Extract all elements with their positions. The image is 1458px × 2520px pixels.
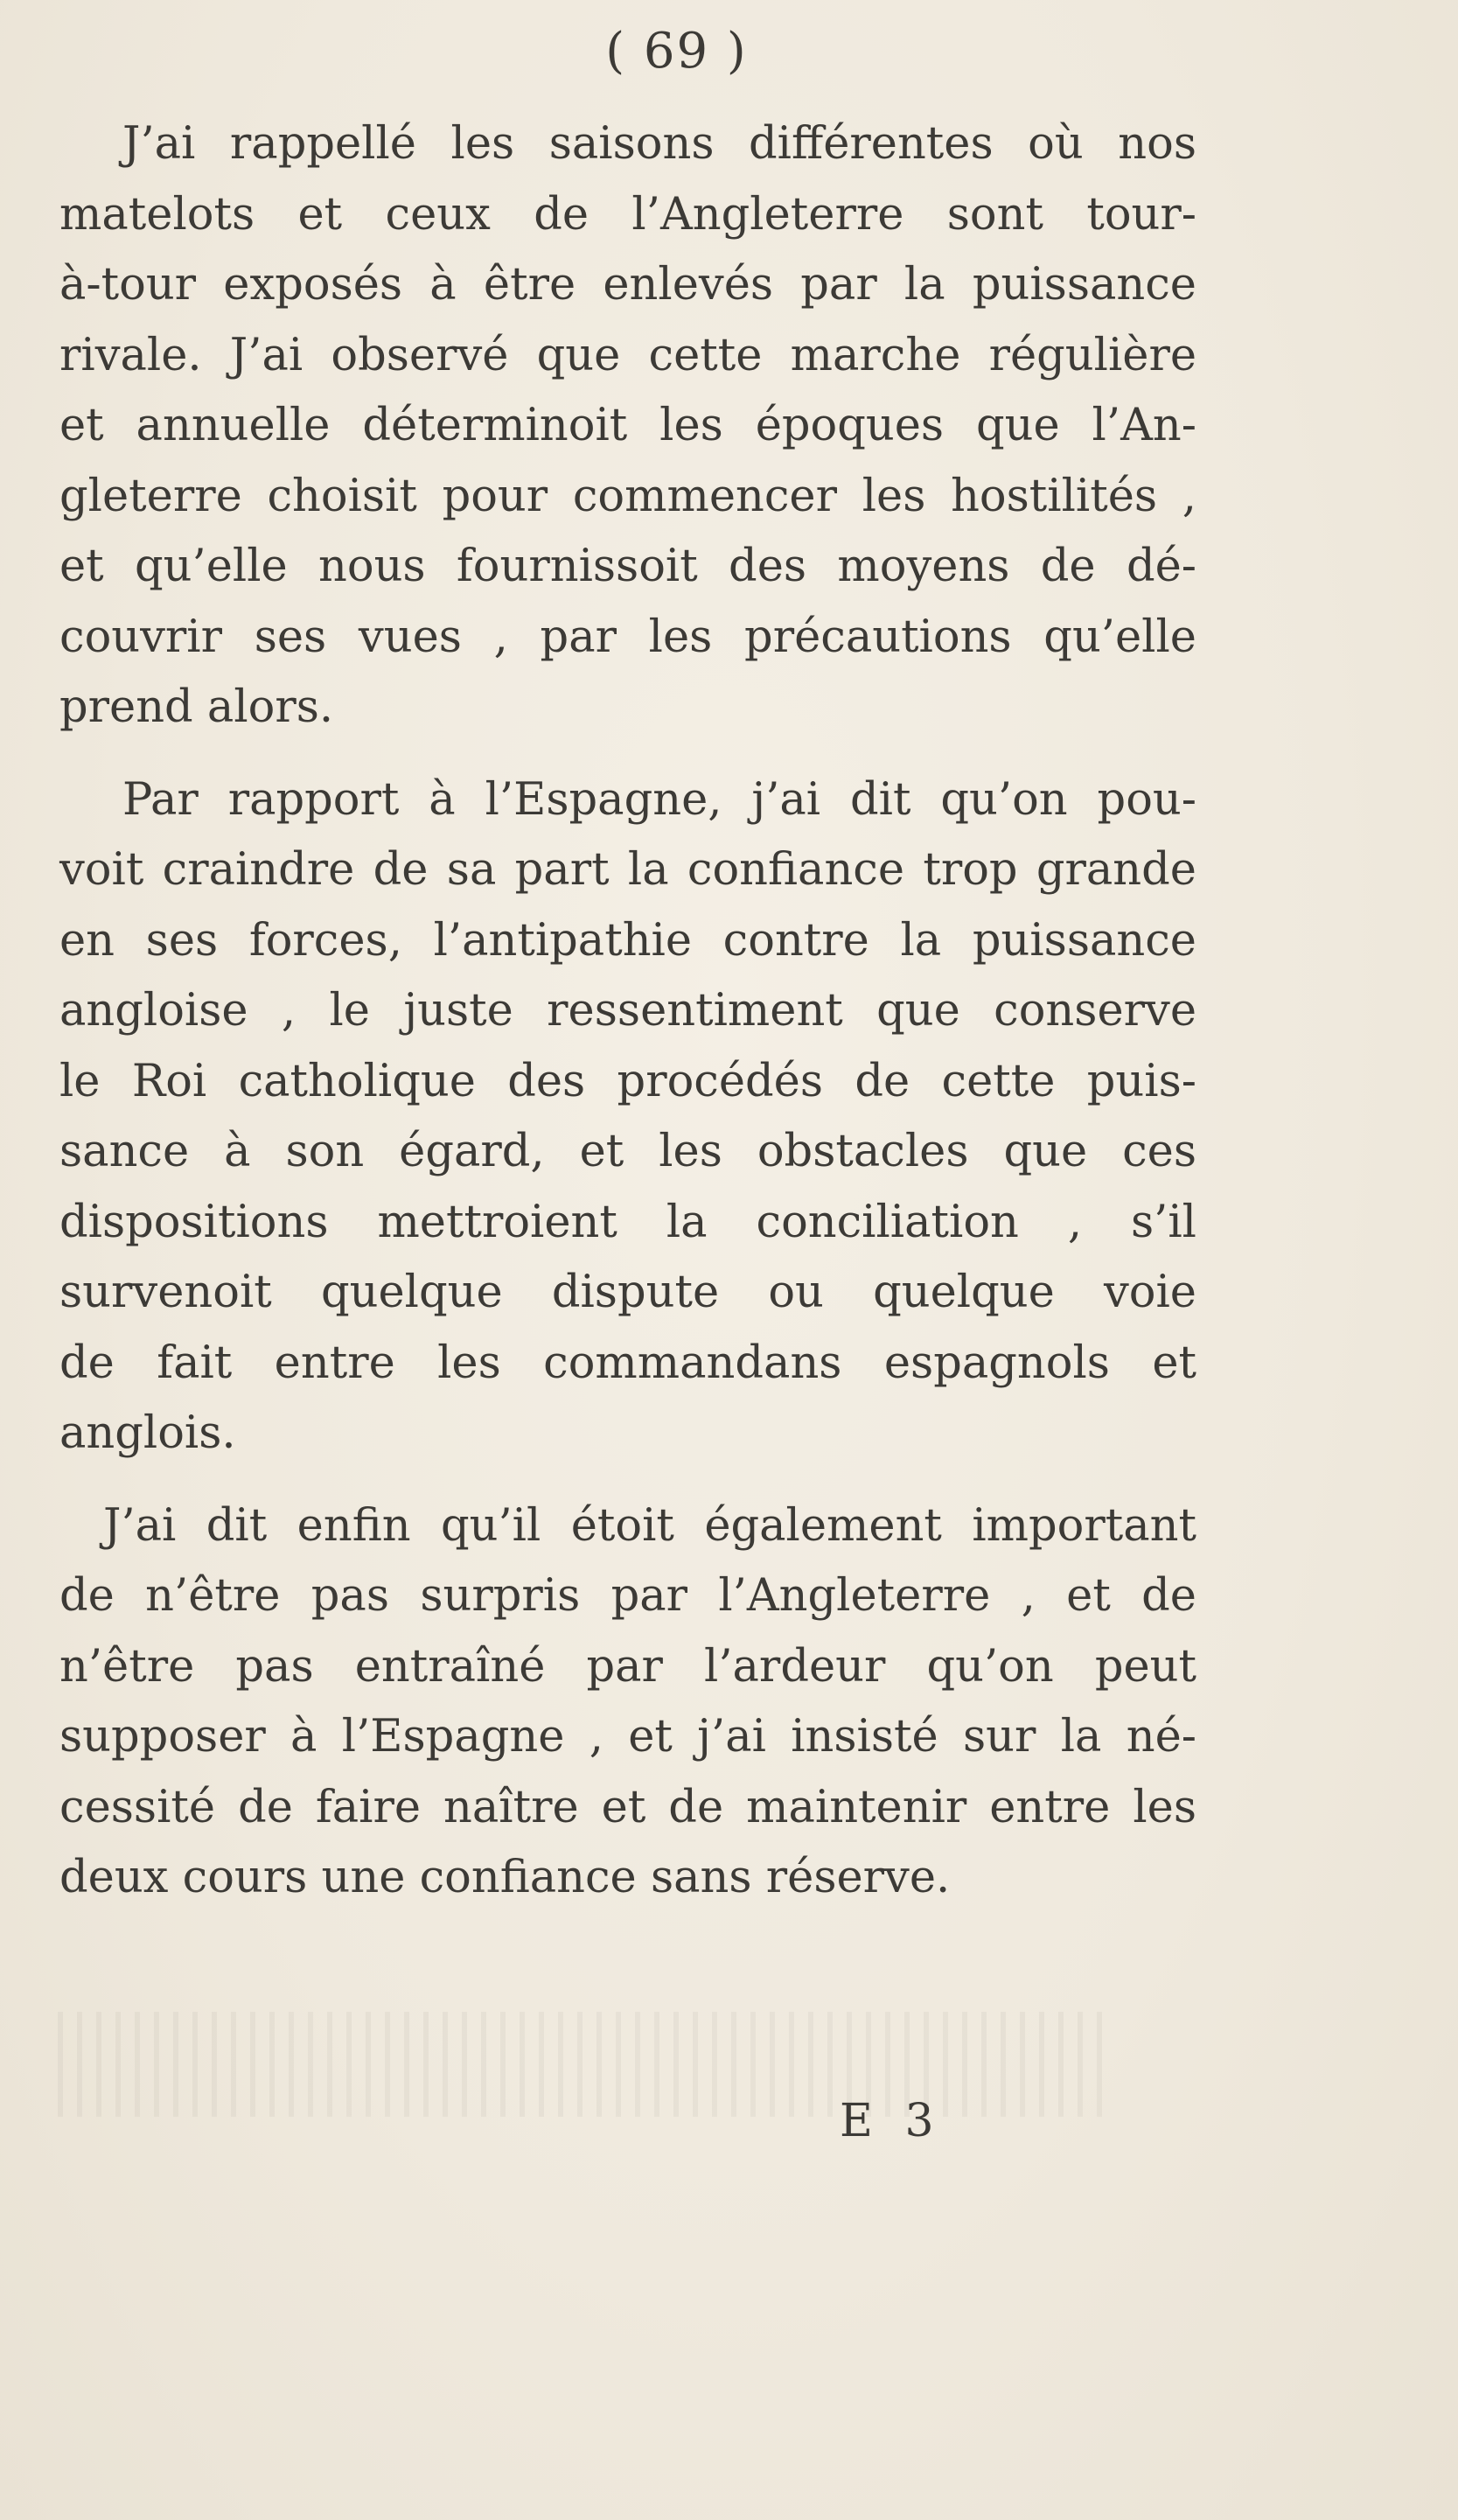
paragraph-2-line-8: survenoit quelque dispute ou quelque voie — [59, 1267, 1196, 1318]
page-number: ( 69 ) — [605, 23, 748, 80]
paragraph-1-line-9: prend alors. — [59, 681, 334, 733]
text-block — [59, 109, 1196, 1914]
paragraph-3-line-5: cessité de faire naître et de maintenir entre les — [59, 1781, 1196, 1833]
paragraph-2-line-3: en ses forces, l’antipathie contre la puissance — [59, 914, 1196, 967]
paragraph-3-line-4: supposer à l’Espagne , et j’ai insisté sur la né- — [59, 1711, 1196, 1763]
paragraph-3-line-6: deux cours une confiance sans réserve. — [59, 1852, 951, 1903]
paragraph-1-line-7: et qu’elle nous fournissoit des moyens de dé- — [59, 541, 1196, 592]
paragraph-1-line-6: gleterre choisit pour commencer les hostilités , — [59, 470, 1196, 522]
paragraph-2-line-1: Par rapport à l’Espagne, j’ai dit qu’on pou- — [122, 773, 1196, 826]
paragraph-3-line-1: J’ai dit enfin qu’il étoit également important — [103, 1499, 1196, 1552]
paragraph-1-line-5: et annuelle déterminoit les époques que l’An- — [59, 400, 1196, 451]
paragraph-2-line-9: de fait entre les commandans espagnols et — [59, 1337, 1196, 1389]
paragraph-3-line-3: n’être pas entraîné par l’ardeur qu’on peut — [59, 1640, 1196, 1693]
paragraph-3-line-2: de n’être pas surpris par l’Angleterre , et de — [59, 1570, 1196, 1622]
paragraph-2-line-4: angloise , le juste ressentiment que conserve — [59, 985, 1196, 1037]
paragraph-2-line-5: le Roi catholique des procédés de cette puis- — [59, 1055, 1196, 1107]
paragraph-1-line-8: couvrir ses vues , par les précautions qu’elle — [59, 611, 1196, 663]
paragraph-1-line-3: à-tour exposés à être enlevés par la puissance — [59, 259, 1196, 311]
paragraph-2-line-10: anglois. — [59, 1407, 236, 1459]
paragraph-1-line-2: matelots et ceux de l’Angleterre sont tour- — [59, 188, 1196, 241]
bleed-through-shadow — [52, 2012, 1102, 2117]
paragraph-2-line-7: dispositions mettroient la conciliation , s’il — [59, 1196, 1196, 1248]
paragraph-2-line-6: sance à son égard, et les obstacles que ces — [59, 1126, 1196, 1177]
paragraph-1-line-4: rivale. J’ai observé que cette marche régulière — [59, 329, 1196, 381]
signature-mark: E 3 — [840, 2095, 943, 2147]
paragraph-2-line-2: voit craindre de sa part la confiance trop grande — [59, 844, 1196, 896]
paragraph-1-line-1: J’ai rappellé les saisons différentes où nos — [122, 118, 1196, 170]
